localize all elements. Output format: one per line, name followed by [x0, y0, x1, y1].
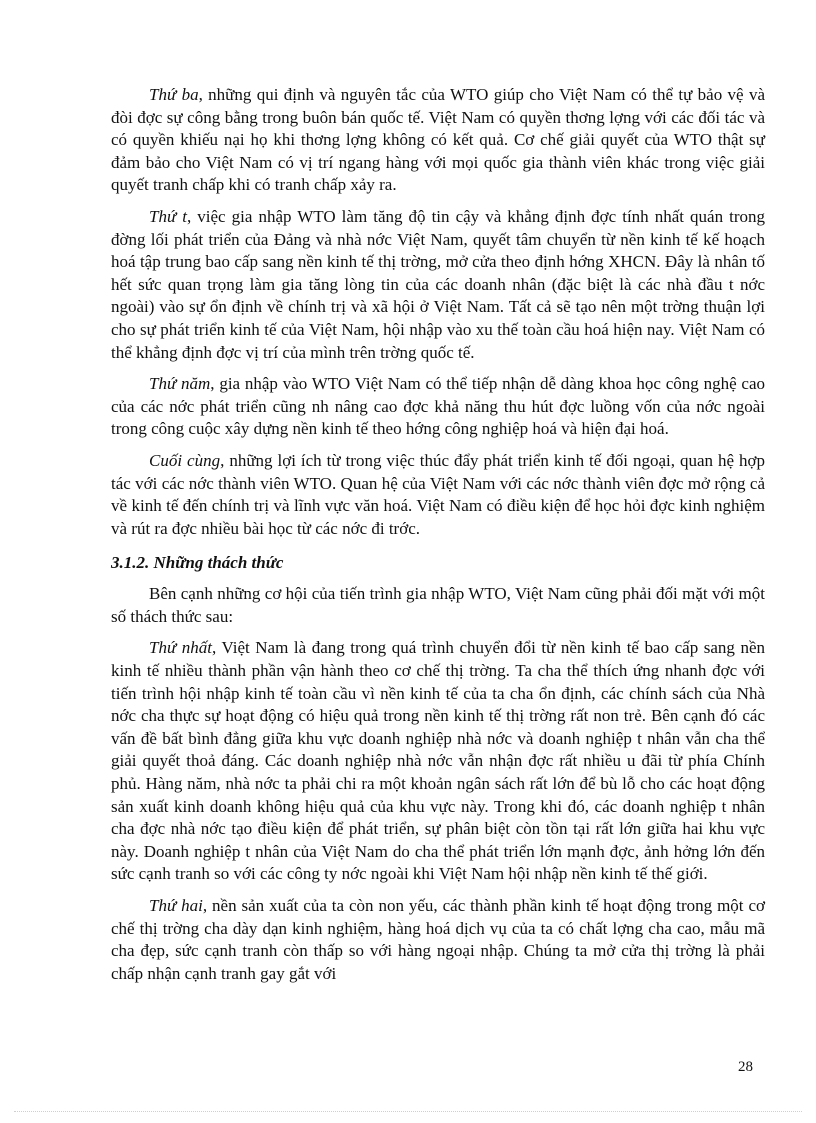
- section-opportunities: [111, 84, 765, 540]
- paragraph-text: Bên cạnh những cơ hội của tiến trình gia nhập WTO, Việt Nam cũng phải đối mặt với một số thách thức sau:: [111, 584, 765, 626]
- paragraph-thu-nhat: [111, 637, 765, 886]
- paragraph-text: , Việt Nam là đang trong quá trình chuyển đổi từ nền kinh tế bao cấp sang nền kinh tế nhiều thành phần vận hành theo cơ chế thị trờng. Ta cha thể thích ứng nhanh đợc với tiến trình hội nhập kinh tế toàn cầu vì nền kinh tế của ta cha ổn định, các chính sách của Nhà nớc cha thực sự hoạt động có hiệu quả trong nền kinh tế thị trờng rất non trẻ. Bên cạnh đó các vấn đề bất bình đẳng giữa khu vực doanh nghiệp nhà nớc và doanh nghiệp t nhân vẫn cha thể giải quyết thoả đáng. Các doanh nghiệp nhà nớc vẫn nhận đợc rất nhiều u đãi từ phía Chính phủ. Hàng năm, nhà nớc ta phải chi ra một khoản ngân sách rất lớn để bù lỗ cho các hoạt động sản xuất kinh doanh không hiệu quả của khu vực này. Trong khi đó, các doanh nghiệp t nhân cha đợc nhà nớc tạo điều kiện để phát triển, sự phân biệt còn tồn tại rất lớn giữa hai khu vực này. Doanh nghiệp t nhân của Việt Nam do cha thể phát triển lớn mạnh đợc, ảnh hởng lớn đến sức cạnh tranh so với các công ty nớc ngoài khi Việt Nam hội nhập nền kinh tế thế giới.: [111, 638, 765, 884]
- paragraph-text: , gia nhập vào WTO Việt Nam có thể tiếp nhận dễ dàng khoa học công nghệ cao của các nớc phát triển cũng nh nâng cao đợc khả năng thu hút đợc luồng vốn của nớc ngoài trong công cuộc xây dựng nền kinh tế theo hớng công nghiệp hoá và hiện đại hoá.: [111, 374, 765, 439]
- paragraph-text: , những lợi ích từ trong việc thúc đẩy phát triển kinh tế đối ngoại, quan hệ hợp tác với các nớc thành viên WTO. Quan hệ của Việt Nam với các nớc thành viên đợc mở rộng cả về kinh tế đến chính trị và lĩnh vực văn hoá. Việt Nam có điều kiện để học hỏi đợc kinh nghiệm và rút ra đợc nhiều bài học từ các nớc đi trớc.: [111, 450, 766, 538]
- paragraph-lead: Thứ hai: [149, 896, 203, 915]
- page-number: 28: [738, 1059, 753, 1075]
- paragraph-thu-hai: [111, 895, 765, 985]
- paragraph-intro: [111, 583, 765, 628]
- paragraph-lead: Thứ năm: [149, 374, 211, 394]
- section-challenges: [111, 583, 765, 985]
- paragraph-thu-nam: [111, 373, 765, 441]
- section-heading: 3.1.2. Những thách thức: [111, 553, 284, 573]
- paragraph-text: , những qui định và nguyên tắc của WTO giúp cho Việt Nam có thể tự bảo vệ và đòi đợc sự công bằng trong buôn bán quốc tế. Việt Nam có quyền thơng lợng với các đối tác và có quyền khiếu nại họ khi thơng lợng không có kết quả. Cơ chế giải quyết của WTO thật sự đảm bảo cho Việt Nam có vị trí ngang hàng với mọi quốc gia thành viên khác trong việc giải quyết tranh chấp khi có tranh chấp xảy ra.: [111, 85, 765, 195]
- paragraph-thu-ba: [111, 84, 765, 197]
- paragraph-thu-tu: [111, 206, 765, 364]
- paragraph-lead: Cuối cùng: [149, 450, 221, 470]
- paragraph-lead: Thứ nhất: [149, 638, 212, 658]
- paragraph-lead: Thứ t: [149, 206, 187, 226]
- paragraph-cuoi-cung: [111, 450, 765, 540]
- footer-divider: [14, 1111, 802, 1112]
- paragraph-lead: Thứ ba: [149, 85, 199, 104]
- document-page: [111, 84, 765, 994]
- paragraph-text: , việc gia nhập WTO làm tăng độ tin cậy và khẳng định đợc tính nhất quán trong đờng lối phát triển của Đảng và nhà nớc Việt Nam, quyết tâm chuyển từ nền kinh tế kế hoạch hoá tập trung bao cấp sang nền kinh tế thị trờng, mở cửa theo định hớng XHCN. Đây là nhân tố hết sức quan trọng làm gia tăng lòng tin của các doanh nhân (đặc biệt là các nhà đầu t nớc ngoài) vào sự ổn định về chính trị và xã hội ở Việt Nam. Tất cả sẽ tạo nên một trờng thuận lợi cho sự phát triển kinh tế của Việt Nam, hội nhập vào xu thế toàn cầu hoá hiện nay. Việt Nam có thể khẳng định đợc vị trí của mình trên trờng quốc tế.: [111, 206, 765, 362]
- paragraph-text: , nền sản xuất của ta còn non yếu, các thành phần kinh tế hoạt động trong một cơ chế thị trờng cha dày dạn kinh nghiệm, hàng hoá dịch vụ của ta có chất lợng cha cao, mẫu mã cha đẹp, sức cạnh tranh còn thấp so với hàng ngoại nhập. Chúng ta mở cửa thị trờng là phải chấp nhận cạnh tranh gay gắt với: [111, 896, 765, 983]
